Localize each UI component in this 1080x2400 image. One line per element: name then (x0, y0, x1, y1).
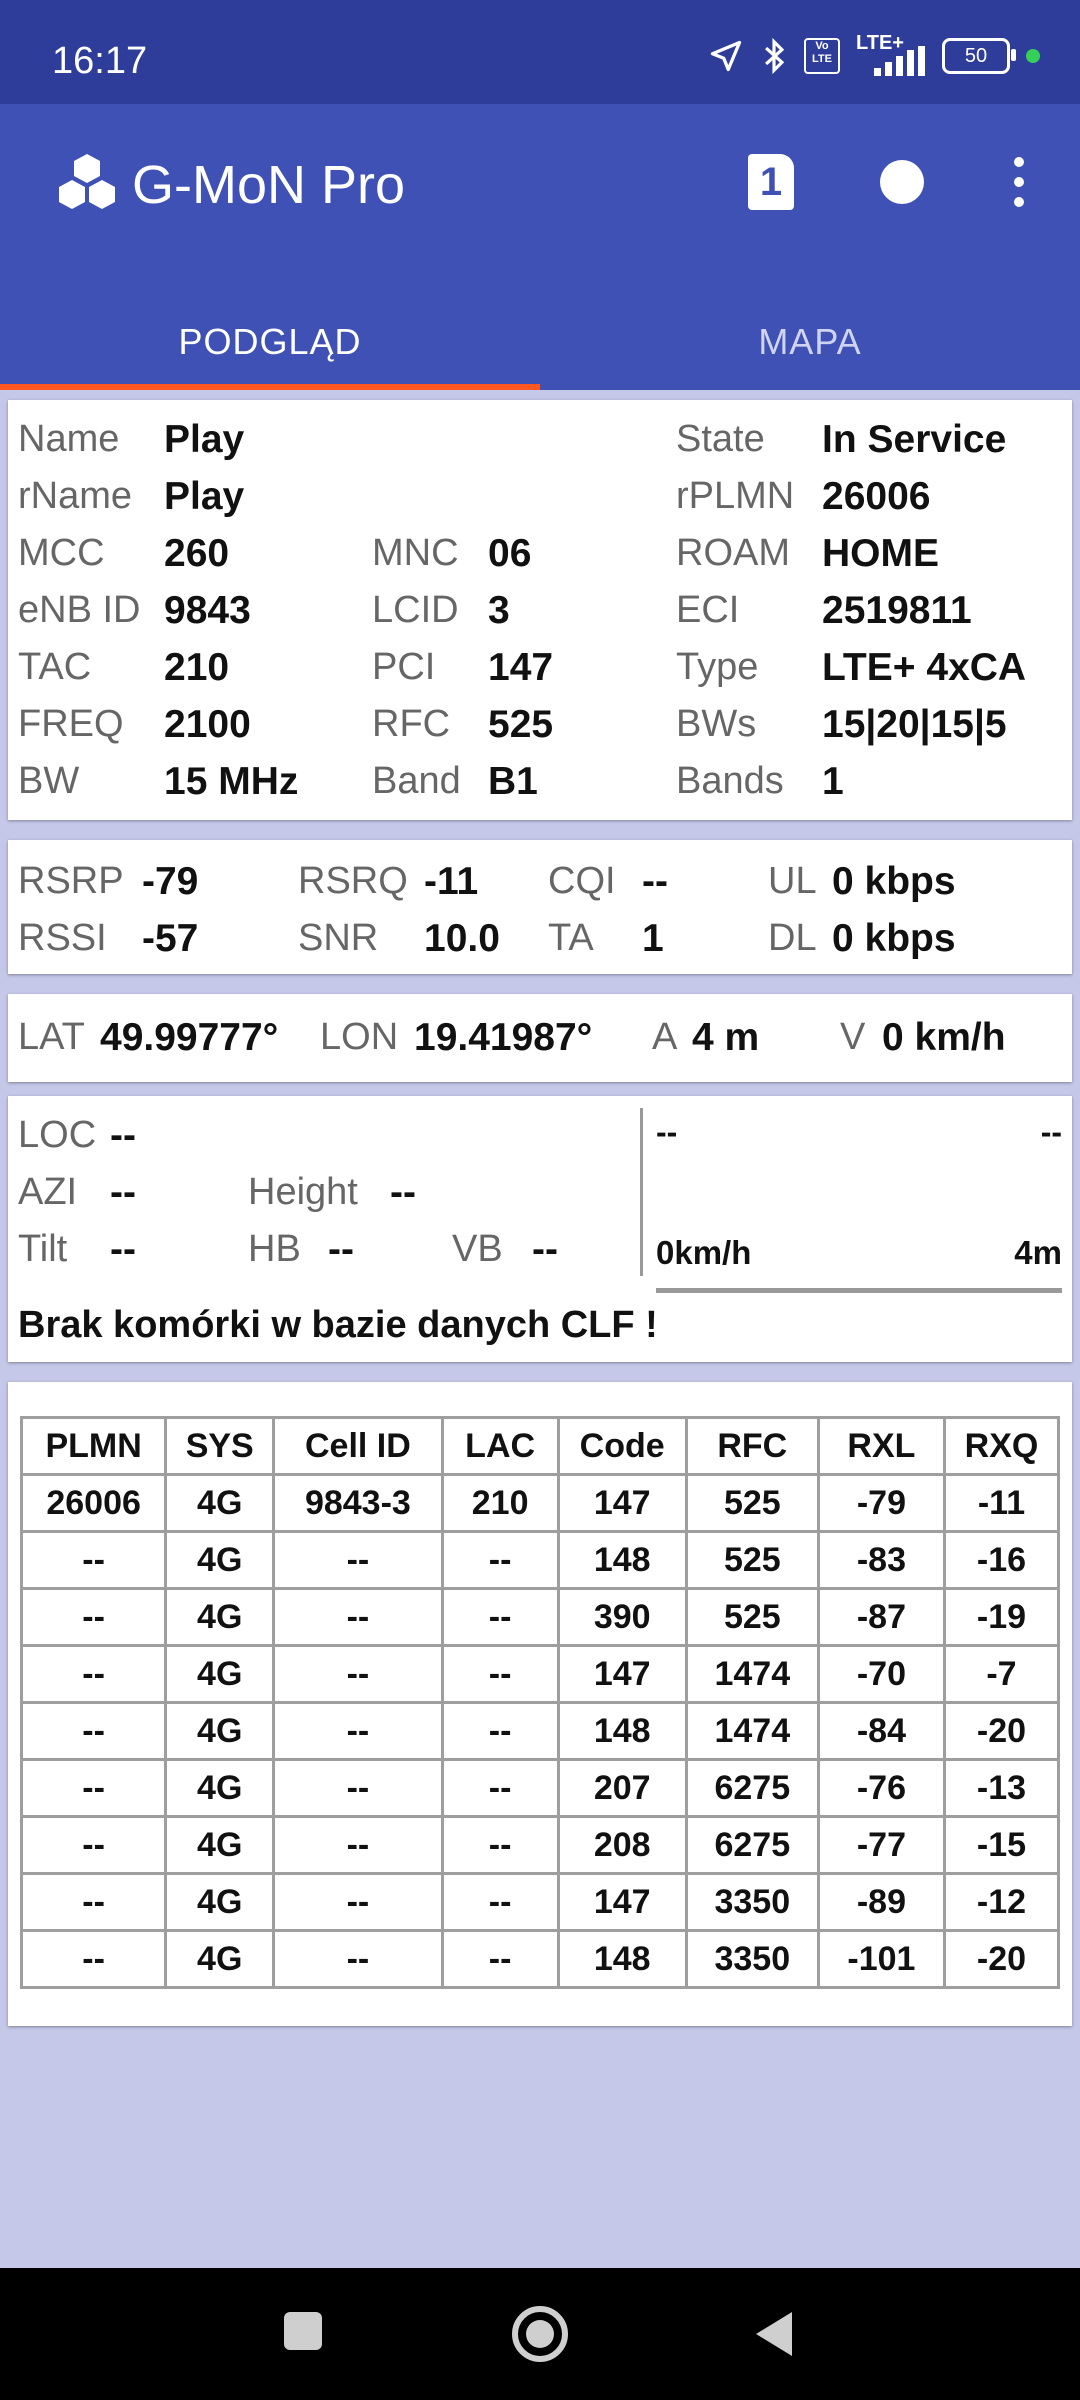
table-row (22, 1703, 1059, 1760)
sim-badge-number: 1 (759, 159, 783, 204)
rsrq-value: -11 (424, 860, 479, 903)
table-row (22, 1475, 1059, 1532)
vb-label: VB (452, 1228, 503, 1270)
home-circle-icon[interactable] (510, 2304, 570, 2364)
cell-rfc: 1474 (686, 1646, 818, 1703)
rsrp-value: -79 (142, 860, 199, 903)
app-bar (0, 104, 1080, 390)
rssi-value: -57 (142, 917, 199, 960)
site-card (8, 1096, 1072, 1362)
table-row (22, 1589, 1059, 1646)
cell-rxq: -19 (944, 1589, 1058, 1646)
cell-cell-id: -- (274, 1931, 442, 1988)
hb-value: -- (328, 1228, 354, 1271)
graph-top-left: -- (656, 1114, 678, 1150)
state-label: State (676, 418, 765, 460)
cell-plmn: 26006 (22, 1475, 166, 1532)
battery-level: 50 (964, 44, 988, 67)
lte-plus-icon (856, 32, 926, 76)
cell-plmn: -- (22, 1760, 166, 1817)
col-rxl: RXL (818, 1418, 944, 1475)
cell-cell-id: -- (274, 1874, 442, 1931)
status-time: 16:17 (52, 40, 148, 82)
type-label: Type (676, 646, 759, 688)
cell-rfc: 3350 (686, 1874, 818, 1931)
bluetooth-icon (760, 37, 788, 75)
state-value: In Service (822, 418, 1007, 461)
bw-value: 15 MHz (164, 760, 299, 803)
cell-lac: -- (442, 1703, 558, 1760)
cell-cell-id: -- (274, 1703, 442, 1760)
distance-value: 4m (1014, 1234, 1062, 1271)
signal-card (8, 840, 1072, 974)
dl-label: DL (768, 917, 817, 959)
table-row (22, 1532, 1059, 1589)
cell-rxl: -70 (818, 1646, 944, 1703)
ta-value: 1 (642, 917, 664, 960)
cell-rxl: -101 (818, 1931, 944, 1988)
rssi-label: RSSI (18, 917, 107, 959)
bw-label: BW (18, 760, 80, 802)
cell-rfc: 525 (686, 1589, 818, 1646)
cell-sys: 4G (166, 1532, 274, 1589)
cell-code: 147 (558, 1646, 686, 1703)
eci-label: ECI (676, 589, 740, 631)
tac-value: 210 (164, 646, 230, 689)
location-arrow-icon (708, 38, 744, 74)
tilt-label: Tilt (18, 1228, 68, 1270)
system-nav-bar (0, 2268, 1080, 2400)
cell-plmn: -- (22, 1817, 166, 1874)
battery-icon (942, 38, 1010, 74)
col-code: Code (558, 1418, 686, 1475)
enb-id-label: eNB ID (18, 589, 141, 631)
height-value: -- (390, 1171, 416, 1214)
cell-cell-id: 9843-3 (274, 1475, 442, 1532)
site-divider-horizontal (656, 1288, 1062, 1293)
roam-label: ROAM (676, 532, 790, 574)
azi-label: AZI (18, 1171, 78, 1213)
table-row (22, 1874, 1059, 1931)
eci-value: 2519811 (822, 589, 972, 632)
bws-value: 15|20|15|5 (822, 703, 1007, 746)
rfc-label: RFC (372, 703, 451, 745)
cell-lac: -- (442, 1589, 558, 1646)
cell-lac: -- (442, 1532, 558, 1589)
ul-value: 0 kbps (832, 860, 956, 903)
rname-value: Play (164, 475, 245, 518)
cell-rxq: -20 (944, 1703, 1058, 1760)
accuracy-label: A (652, 1016, 678, 1058)
cell-sys: 4G (166, 1589, 274, 1646)
cell-plmn: -- (22, 1589, 166, 1646)
cell-sys: 4G (166, 1817, 274, 1874)
graph-top-right: -- (1040, 1114, 1062, 1150)
col-plmn: PLMN (22, 1418, 166, 1475)
cell-sys: 4G (166, 1646, 274, 1703)
height-label: Height (248, 1171, 358, 1213)
tac-label: TAC (18, 646, 92, 688)
cell-info-card (8, 400, 1072, 820)
recents-square-icon[interactable] (284, 2312, 322, 2350)
cell-cell-id: -- (274, 1532, 442, 1589)
cell-cell-id: -- (274, 1817, 442, 1874)
tab-mapa[interactable]: MAPA (758, 321, 862, 362)
velocity-value: 0 km/h (882, 1016, 1006, 1059)
cell-rxq: -11 (944, 1475, 1058, 1532)
cell-rxl: -83 (818, 1532, 944, 1589)
mcc-value: 260 (164, 532, 230, 575)
cell-lac: 210 (442, 1475, 558, 1532)
hexagon-logo-icon (52, 150, 122, 220)
cell-rxq: -15 (944, 1817, 1058, 1874)
band-label: Band (372, 760, 461, 802)
gps-card (8, 994, 1072, 1082)
rplmn-value: 26006 (822, 475, 931, 518)
cell-code: 147 (558, 1475, 686, 1532)
ta-label: TA (548, 917, 594, 959)
type-value: LTE+ 4xCA (822, 646, 1027, 689)
table-row (22, 1760, 1059, 1817)
cell-rfc: 1474 (686, 1703, 818, 1760)
snr-label: SNR (298, 917, 379, 959)
vb-value: -- (532, 1228, 558, 1271)
cell-rfc: 525 (686, 1475, 818, 1532)
cell-cell-id: -- (274, 1760, 442, 1817)
bands-label: Bands (676, 760, 784, 802)
app-title: G-MoN Pro (132, 155, 406, 215)
cell-lac: -- (442, 1817, 558, 1874)
cell-lac: -- (442, 1646, 558, 1703)
cell-rxl: -87 (818, 1589, 944, 1646)
dot-icon (1026, 49, 1040, 63)
cell-sys: 4G (166, 1874, 274, 1931)
freq-label: FREQ (18, 703, 124, 745)
cell-lac: -- (442, 1760, 558, 1817)
table-row (22, 1817, 1059, 1874)
cqi-value: -- (642, 860, 668, 903)
accuracy-value: 4 m (692, 1016, 760, 1059)
cell-rfc: 6275 (686, 1817, 818, 1874)
snr-value: 10.0 (424, 917, 500, 960)
cell-code: 148 (558, 1931, 686, 1988)
cell-sys: 4G (166, 1703, 274, 1760)
cell-code: 390 (558, 1589, 686, 1646)
enb-id-value: 9843 (164, 589, 251, 632)
mnc-value: 06 (488, 532, 532, 575)
tilt-value: -- (110, 1228, 136, 1271)
lcid-label: LCID (372, 589, 459, 631)
rsrq-label: RSRQ (298, 860, 408, 902)
table-header-row (22, 1418, 1059, 1475)
cell-lac: -- (442, 1931, 558, 1988)
rsrp-label: RSRP (18, 860, 124, 902)
neighbors-card (8, 1382, 1072, 2026)
mnc-label: MNC (372, 532, 459, 574)
cell-plmn: -- (22, 1646, 166, 1703)
rfc-value: 525 (488, 703, 554, 746)
cell-code: 147 (558, 1874, 686, 1931)
roam-value: HOME (822, 532, 939, 575)
status-bar (0, 0, 1080, 104)
band-value: B1 (488, 760, 538, 803)
azi-value: -- (110, 1171, 136, 1214)
record-circle-icon[interactable] (880, 160, 924, 204)
lcid-value: 3 (488, 589, 510, 632)
overflow-menu-icon[interactable] (1004, 154, 1034, 210)
cell-rxl: -79 (818, 1475, 944, 1532)
clf-warning-text: Brak komórki w bazie danych CLF ! (18, 1304, 658, 1346)
cell-rfc: 525 (686, 1532, 818, 1589)
rplmn-label: rPLMN (676, 475, 795, 517)
cqi-label: CQI (548, 860, 616, 902)
col-lac: LAC (442, 1418, 558, 1475)
lon-label: LON (320, 1016, 399, 1058)
status-icons (708, 32, 1040, 76)
name-label: Name (18, 418, 120, 460)
tab-bar (0, 294, 1080, 390)
cell-rxl: -84 (818, 1703, 944, 1760)
neighbors-table (20, 1416, 1060, 1989)
loc-label: LOC (18, 1114, 97, 1156)
tab-podglad[interactable]: PODGLĄD (178, 321, 362, 362)
bands-value: 1 (822, 760, 844, 803)
lon-value: 19.41987° (414, 1016, 593, 1059)
cell-code: 148 (558, 1703, 686, 1760)
speed-value: 0km/h (656, 1234, 752, 1271)
name-value: Play (164, 418, 245, 461)
cell-cell-id: -- (274, 1589, 442, 1646)
cell-rxl: -76 (818, 1760, 944, 1817)
cell-rxq: -16 (944, 1532, 1058, 1589)
cell-cell-id: -- (274, 1646, 442, 1703)
rname-label: rName (18, 475, 133, 517)
back-triangle-icon[interactable] (752, 2308, 796, 2360)
cell-sys: 4G (166, 1760, 274, 1817)
table-row (22, 1931, 1059, 1988)
cell-rfc: 3350 (686, 1931, 818, 1988)
cell-rxl: -89 (818, 1874, 944, 1931)
lat-label: LAT (18, 1016, 85, 1058)
signal-icon (874, 46, 926, 76)
cell-rfc: 6275 (686, 1760, 818, 1817)
cell-code: 207 (558, 1760, 686, 1817)
mcc-label: MCC (18, 532, 105, 574)
lat-value: 49.99777° (100, 1016, 279, 1059)
bws-label: BWs (676, 703, 757, 745)
pci-label: PCI (372, 646, 436, 688)
cell-plmn: -- (22, 1931, 166, 1988)
cell-code: 148 (558, 1532, 686, 1589)
col-rxq: RXQ (944, 1418, 1058, 1475)
cell-rxl: -77 (818, 1817, 944, 1874)
dl-value: 0 kbps (832, 917, 956, 960)
hb-label: HB (248, 1228, 301, 1270)
cell-rxq: -13 (944, 1760, 1058, 1817)
cell-lac: -- (442, 1874, 558, 1931)
cell-sys: 4G (166, 1931, 274, 1988)
loc-value: -- (110, 1114, 136, 1157)
sim-1-icon[interactable] (748, 154, 794, 210)
cell-code: 208 (558, 1817, 686, 1874)
cell-rxq: -12 (944, 1874, 1058, 1931)
ul-label: UL (768, 860, 817, 902)
cell-rxq: -7 (944, 1646, 1058, 1703)
col-rfc: RFC (686, 1418, 818, 1475)
freq-value: 2100 (164, 703, 251, 746)
cell-plmn: -- (22, 1874, 166, 1931)
table-row (22, 1646, 1059, 1703)
col-cell-id: Cell ID (274, 1418, 442, 1475)
velocity-label: V (840, 1016, 866, 1058)
tab-indicator (0, 384, 540, 390)
site-divider-vertical (640, 1108, 643, 1276)
pci-value: 147 (488, 646, 554, 689)
network-type-label: LTE+ (856, 32, 904, 54)
cell-rxq: -20 (944, 1931, 1058, 1988)
cell-plmn: -- (22, 1703, 166, 1760)
volte-icon: Vo LTE (804, 38, 840, 74)
col-sys: SYS (166, 1418, 274, 1475)
cell-plmn: -- (22, 1532, 166, 1589)
cell-sys: 4G (166, 1475, 274, 1532)
